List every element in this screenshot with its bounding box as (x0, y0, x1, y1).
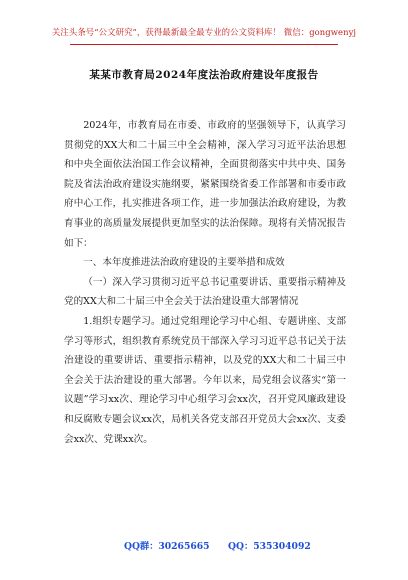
intro-paragraph: 2024年，市教育局在市委、市政府的坚强领导下，认真学习贯彻党的XX大和二十届三中全会精神，深入学习习近平法治思想和中央全面依法治国工作会议精神，全面贯彻落实中共中央、国务院及省法治政府建设实施纲要，紧紧围绕省委工作部署和市委市政府中心工作，扎实推进各项工作，进一步加强法治政府建设，为教育事业的高质量发展提供更加坚实的法治保障。现将有关情况报告如下： (64, 120, 346, 249)
footer-contact (0, 538, 408, 552)
document-title: 某某市教育局2024年度法治政府建设年度报告 (89, 69, 319, 81)
document-body (64, 116, 346, 449)
header-banner: 关注头条号“公文研究”，获得最新最全最专业的公文资料库！ 微信：gongwenyj (51, 27, 357, 37)
section-heading-1: 一、本年度推进法治政府建设的主要举措和成效 (83, 257, 285, 269)
header-divider (70, 44, 338, 45)
qq-number: QQ：535304092 (228, 541, 311, 552)
subsection-heading-1: （一）深入学习贯彻习近平总书记重要讲话、重要指示精神及党的XX大和二十届三中全会关于法治建设重大部署情况 (64, 276, 346, 308)
qq-group-number: QQ群：30265665 (124, 541, 210, 552)
item-paragraph-1: 1.组织专题学习。通过党组理论学习中心组、专题讲座、支部学习等形式，组织教育系统党员干部深入学习习近平总书记关于法治建设的重要讲话、重要指示精神，以及党的XX大和二十届三中全会关于法治建设的重大部署。今年以来，局党组会议落实“第一议题”学习xx次、理论学习中心组学习会xx次，召开党风廉政建设和反腐败专题会议xx次，局机关各党支部召开党员大会xx次、支委会xx次、党课xx次。 (64, 315, 346, 445)
